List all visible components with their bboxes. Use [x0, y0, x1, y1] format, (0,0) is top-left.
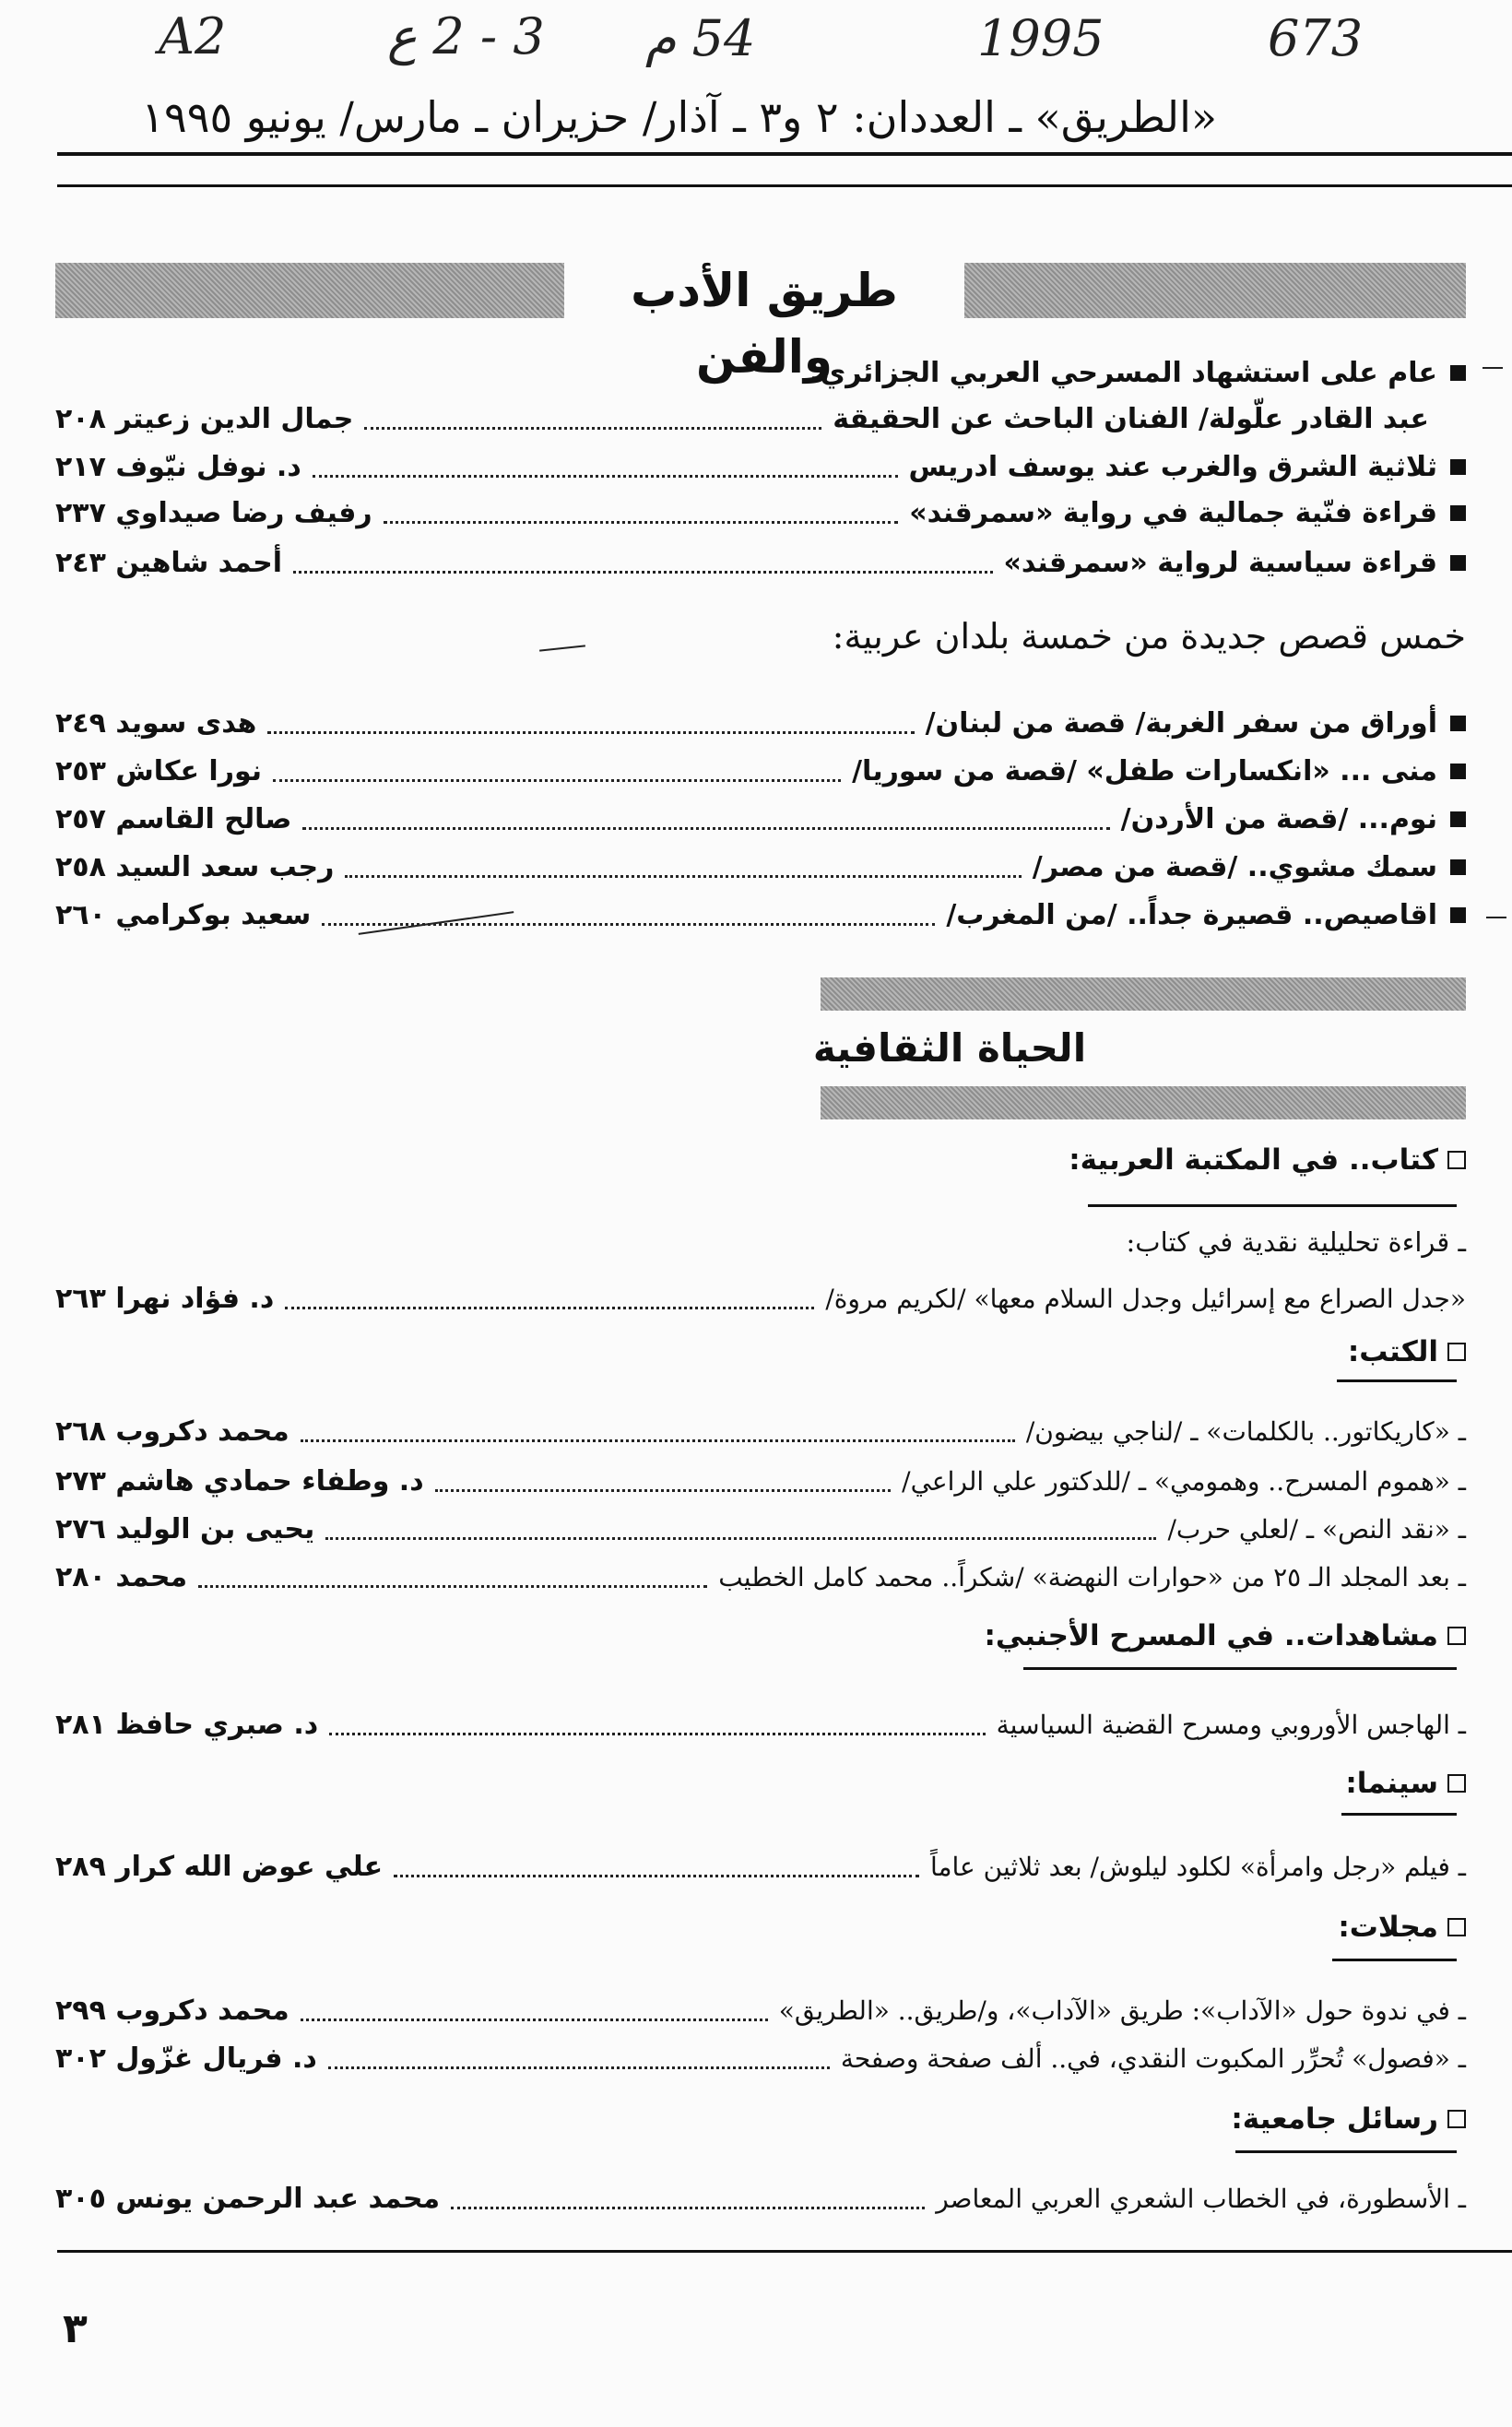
- toc-entry: ـ «هموم المسرح.. وهمومي» ـ /للدكتور علي الراعي/ د. وطفاء حمادي هاشم ٢٧٣: [55, 1464, 1466, 1498]
- pen-mark: [539, 645, 585, 651]
- toc-entry: قراءة فنّية جمالية في رواية «سمرقند» رفيف رضا صيداوي ٢٣٧: [55, 492, 1466, 533]
- toc-entry: ـ الأسطورة، في الخطاب الشعري العربي المعاصر محمد عبد الرحمن يونس ٣٠٥: [55, 2182, 1466, 2215]
- toc-entry: «جدل الصراع مع إسرائيل وجدل السلام معها» /لكريم مروة/ د. فؤاد نهرا ٢٦٣: [55, 1282, 1466, 1315]
- toc-entry: سمك مشوي.. /قصة من مصر/ رجب سعد السيد ٢٥٨: [55, 846, 1466, 887]
- toc-entry: نوم... /قصة من الأردن/ صالح القاسم ٢٥٧: [55, 799, 1466, 839]
- section-title: الحياة الثقافية: [812, 1025, 1087, 1071]
- toc-entry: أوراق من سفر الغربة/ قصة من لبنان/ هدى سويد ٢٤٩: [55, 703, 1466, 743]
- handwritten-number: 673: [1268, 9, 1364, 67]
- top-rule: [57, 184, 1512, 187]
- subsection-heading: الكتب:: [1348, 1335, 1466, 1368]
- footer-rule: [57, 2250, 1512, 2253]
- stories-heading: خمس قصص جديدة من خمسة بلدان عربية:: [832, 616, 1466, 657]
- toc-entry: ـ «نقد النص» ـ /لعلي حرب/ يحيى بن الوليد ٢٧٦: [55, 1512, 1466, 1545]
- section-title: طريق الأدب والفن: [564, 257, 964, 324]
- subsection-rule: [1337, 1379, 1457, 1382]
- subsection-heading: مشاهدات.. في المسرح الأجنبي:: [985, 1619, 1467, 1652]
- toc-entry: ـ بعد المجلد الـ ٢٥ من «حوارات النهضة» /شكراً.. محمد كامل الخطيب محمد ٢٨٠: [55, 1560, 1466, 1593]
- subsection-rule: [1023, 1667, 1457, 1670]
- subsection-rule: [1088, 1204, 1457, 1207]
- page-number: ٣: [63, 2305, 88, 2352]
- masthead: «الطريق» ـ العددان: ٢ و٣ ـ آذار/ حزيران ـ مارس/ يونيو ١٩٩٥: [141, 92, 1217, 142]
- subsection-heading: كتاب.. في المكتبة العربية:: [1069, 1143, 1466, 1177]
- margin-mark: [1482, 367, 1503, 369]
- subsection-heading: مجلات:: [1338, 1911, 1466, 1944]
- handwritten-series: 54 م: [645, 9, 756, 67]
- subsection-intro: ـ قراءة تحليلية نقدية في كتاب:: [1126, 1226, 1466, 1258]
- handwritten-code: A2: [159, 7, 227, 65]
- toc-entry: ثلاثية الشرق والغرب عند يوسف ادريس د. نوفل نيّوف ٢١٧: [55, 446, 1466, 487]
- subsection-heading: سينما:: [1345, 1767, 1466, 1800]
- handwritten-range: 3 - 2 ع: [387, 7, 545, 65]
- toc-entry: ـ «كاريكاتور.. بالكلمات» ـ /لناجي بيضون/ محمد دكروب ٢٦٨: [55, 1415, 1466, 1448]
- toc-entry: ـ الهاجس الأوروبي ومسرح القضية السياسية د. صبري حافظ ٢٨١: [55, 1708, 1466, 1741]
- margin-mark: [1486, 917, 1506, 918]
- handwritten-year: 1995: [977, 9, 1104, 67]
- bullet-square: [1450, 365, 1466, 381]
- section-band-top: [821, 977, 1466, 1011]
- toc-intro: عام على استشهاد المسرحي العربي الجزائري:: [55, 352, 1466, 393]
- toc-entry: عبد القادر علّولة/ الفنان الباحث عن الحقيقة جمال الدين زعيتر ٢٠٨: [55, 402, 1429, 435]
- toc-entry: ـ فيلم «رجل وامرأة» لكلود ليلوش/ بعد ثلاثين عاماً علي عوض الله كرار ٢٨٩: [55, 1850, 1466, 1883]
- masthead-rule: [57, 152, 1512, 156]
- toc-entry: منى ... «انكسارات طفل» /قصة من سوريا/ نورا عكاش ٢٥٣: [55, 751, 1466, 791]
- checkbox-square: [1447, 1151, 1466, 1169]
- subsection-heading: رسائل جامعية:: [1231, 2102, 1466, 2136]
- subsection-rule: [1235, 2150, 1457, 2153]
- toc-entry: ـ «فصول» تُحرِّر المكبوت النقدي، في.. ألف صفحة وصفحة د. فريال غزّول ٣٠٢: [55, 2042, 1466, 2075]
- subsection-rule: [1332, 1959, 1457, 1961]
- toc-entry: اقاصيص.. قصيرة جداً.. /من المغرب/ سعيد بوكرامي ٢٦٠: [55, 894, 1466, 935]
- subsection-rule: [1341, 1813, 1457, 1816]
- section-band-bottom: [821, 1086, 1466, 1119]
- toc-entry: ـ في ندوة حول «الآداب»: طريق «الآداب»، و/طريق.. «الطريق» محمد دكروب ٢٩٩: [55, 1994, 1466, 2027]
- toc-entry: قراءة سياسية لرواية «سمرقند» أحمد شاهين ٢٤٣: [55, 542, 1466, 583]
